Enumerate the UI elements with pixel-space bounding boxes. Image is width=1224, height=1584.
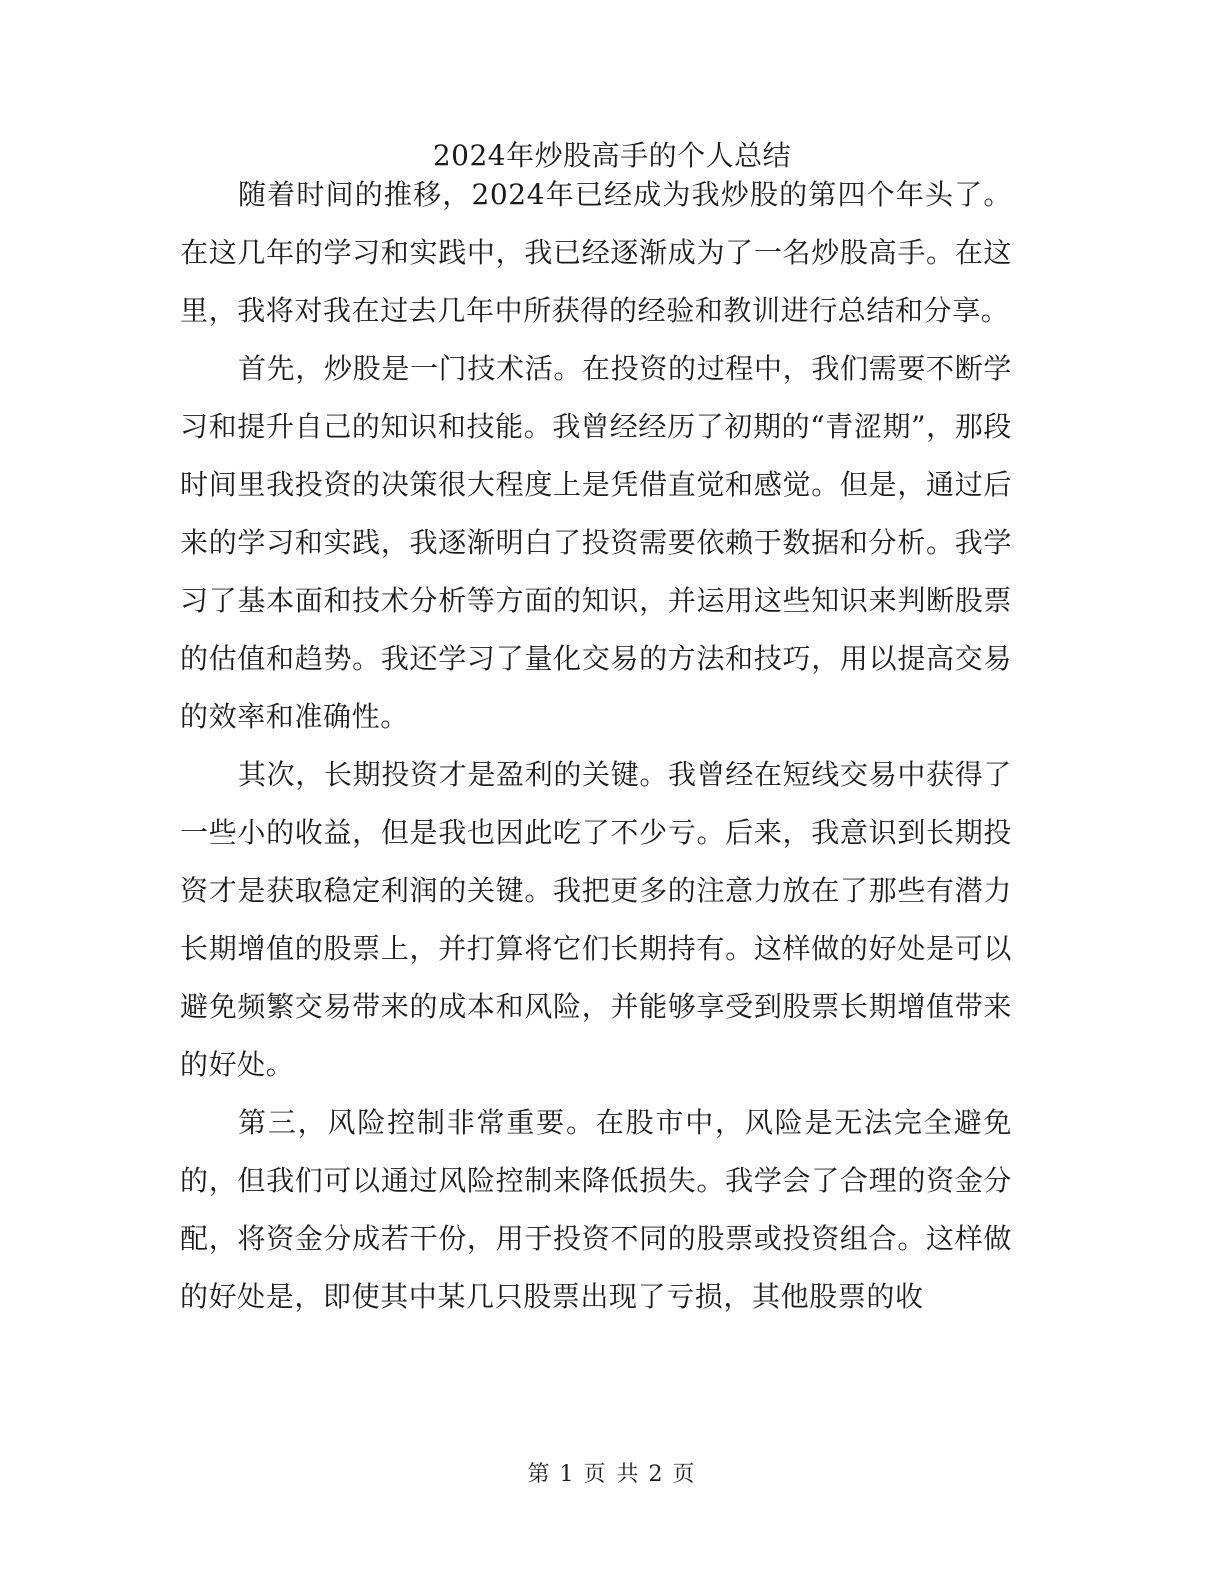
page-footer [0, 1460, 1224, 1490]
paragraph-third-point: 第三，风险控制非常重要。在股市中，风险是无法完全避免的，但我们可以通过风险控制来降低损失。我学会了合理的资金分配，将资金分成若干份，用于投资不同的股票或投资组合。这样做的好处是，即使其中某几只股票出现了亏损，其他股票的收 [180, 1106, 1012, 1313]
paragraph-second-point: 其次，长期投资才是盈利的关键。我曾经在短线交易中获得了一些小的收益，但是我也因此吃了不少亏。后来，我意识到长期投资才是获取稳定利润的关键。我把更多的注意力放在了那些有潜力长期增值的股票上，并打算将它们长期持有。这样做的好处是可以避免频繁交易带来的成本和风险，并能够享受到股票长期增值带来的好处。 [180, 758, 1012, 1081]
footer-suffix: 页 [672, 1462, 697, 1487]
footer-prefix: 第 [527, 1462, 552, 1487]
footer-total-pages: 2 [648, 1462, 665, 1487]
footer-mid: 页 共 [583, 1462, 641, 1487]
paragraph-intro: 随着时间的推移，2024年已经成为我炒股的第四个年头了。在这几年的学习和实践中，我已经逐渐成为了一名炒股高手。在这里，我将对我在过去几年中所获得的经验和教训进行总结和分享。 [180, 178, 1012, 327]
paragraph-first-point: 首先，炒股是一门技术活。在投资的过程中，我们需要不断学习和提升自己的知识和技能。我曾经经历了初期的“青涩期”，那段时间里我投资的决策很大程度上是凭借直觉和感觉。但是，通过后来的学习和实践，我逐渐明白了投资需要依赖于数据和分析。我学习了基本面和技术分析等方面的知识，并运用这些知识来判断股票的估值和趋势。我还学习了量化交易的方法和技巧，用以提高交易的效率和准确性。 [180, 352, 1012, 733]
document-body [180, 166, 1012, 1326]
footer-current-page: 1 [559, 1462, 576, 1487]
document-title: 2024年炒股高手的个人总结 [432, 139, 792, 172]
